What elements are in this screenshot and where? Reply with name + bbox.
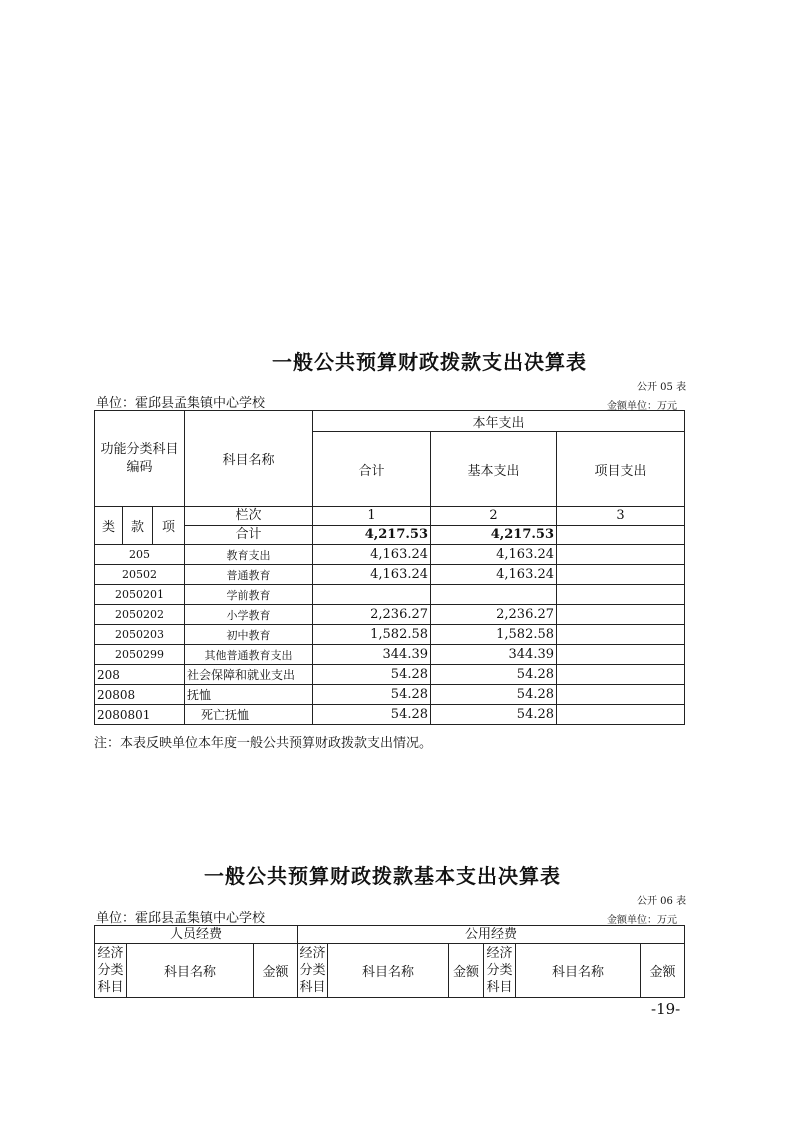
row-code: 208	[95, 665, 185, 685]
row-code: 2050201	[95, 585, 185, 605]
table2-form-no: 公开 06 表	[637, 896, 687, 907]
table-row	[95, 625, 685, 645]
header-amount: 金额	[449, 944, 484, 998]
header-amount: 金额	[641, 944, 685, 998]
row-total: 1,582.58	[313, 625, 431, 645]
table-row	[95, 665, 685, 685]
table-row	[95, 605, 685, 625]
total-project	[557, 526, 685, 545]
row-name: 小学教育	[185, 605, 313, 625]
page-number: -19-	[651, 1000, 681, 1018]
row-total: 4,163.24	[313, 545, 431, 565]
header-subject-name: 科目名称	[127, 944, 254, 998]
header-lei: 类	[95, 507, 123, 545]
table2-title: 一般公共预算财政拨款基本支出决算表	[204, 864, 561, 888]
row-code: 2080801	[95, 705, 185, 725]
row-name: 学前教育	[185, 585, 313, 605]
row-project	[557, 705, 685, 725]
header-amount: 金额	[254, 944, 298, 998]
table1	[94, 410, 685, 725]
table1-amount-unit: 金额单位：万元	[607, 401, 677, 412]
table-row	[95, 645, 685, 665]
total-basic: 4,217.53	[431, 526, 557, 545]
header-subject-name: 科目名称	[185, 411, 313, 507]
table-row	[95, 585, 685, 605]
row-basic	[431, 585, 557, 605]
row-name: 抚恤	[185, 685, 313, 705]
table2-amount-unit: 金额单位：万元	[607, 915, 677, 926]
row-basic: 2,236.27	[431, 605, 557, 625]
col-3: 3	[557, 507, 685, 526]
row-code: 205	[95, 545, 185, 565]
row-total: 54.28	[313, 665, 431, 685]
total-label: 合计	[185, 526, 313, 545]
table-row	[95, 685, 685, 705]
row-total	[313, 585, 431, 605]
header-public: 公用经费	[298, 926, 685, 944]
header-func-code: 功能分类科目编码	[95, 411, 185, 507]
row-total: 344.39	[313, 645, 431, 665]
header-econ-code: 经济分类科目	[95, 944, 127, 998]
row-project	[557, 665, 685, 685]
table2-unit: 单位：霍邱县孟集镇中心学校	[96, 911, 266, 926]
row-code: 2050202	[95, 605, 185, 625]
row-project	[557, 565, 685, 585]
row-code: 20502	[95, 565, 185, 585]
table1-unit: 单位：霍邱县孟集镇中心学校	[96, 396, 266, 411]
header-total: 合计	[313, 432, 431, 507]
table1-note: 注：本表反映单位本年度一般公共预算财政拨款支出情况。	[94, 736, 433, 751]
row-basic: 1,582.58	[431, 625, 557, 645]
row-basic: 54.28	[431, 685, 557, 705]
row-project	[557, 685, 685, 705]
row-code: 2050299	[95, 645, 185, 665]
header-personnel: 人员经费	[95, 926, 298, 944]
row-code: 20808	[95, 685, 185, 705]
header-kuan: 款	[123, 507, 153, 545]
header-basic: 基本支出	[431, 432, 557, 507]
row-name: 普通教育	[185, 565, 313, 585]
row-name: 死亡抚恤	[185, 705, 313, 725]
row-total: 54.28	[313, 685, 431, 705]
table-row	[95, 705, 685, 725]
total-total: 4,217.53	[313, 526, 431, 545]
header-subject-name: 科目名称	[328, 944, 449, 998]
row-basic: 4,163.24	[431, 565, 557, 585]
column-label: 栏次	[185, 507, 313, 526]
row-total: 4,163.24	[313, 565, 431, 585]
row-project	[557, 605, 685, 625]
row-basic: 4,163.24	[431, 545, 557, 565]
row-code: 2050203	[95, 625, 185, 645]
header-subject-name: 科目名称	[516, 944, 641, 998]
row-basic: 54.28	[431, 705, 557, 725]
table1-title: 一般公共预算财政拨款支出决算表	[272, 350, 587, 374]
col-2: 2	[431, 507, 557, 526]
header-econ-code: 经济分类科目	[298, 944, 328, 998]
table-row	[95, 545, 685, 565]
header-year-expense: 本年支出	[313, 411, 685, 432]
row-name: 社会保障和就业支出	[185, 665, 313, 685]
row-name: 教育支出	[185, 545, 313, 565]
table2	[94, 925, 685, 998]
header-econ-code: 经济分类科目	[484, 944, 516, 998]
table1-form-no: 公开 05 表	[637, 382, 687, 393]
header-project: 项目支出	[557, 432, 685, 507]
row-project	[557, 625, 685, 645]
row-project	[557, 545, 685, 565]
table-row	[95, 565, 685, 585]
row-name: 其他普通教育支出	[185, 645, 313, 665]
col-1: 1	[313, 507, 431, 526]
row-total: 54.28	[313, 705, 431, 725]
row-project	[557, 585, 685, 605]
row-project	[557, 645, 685, 665]
row-total: 2,236.27	[313, 605, 431, 625]
row-name: 初中教育	[185, 625, 313, 645]
row-basic: 344.39	[431, 645, 557, 665]
header-xiang: 项	[153, 507, 185, 545]
row-basic: 54.28	[431, 665, 557, 685]
